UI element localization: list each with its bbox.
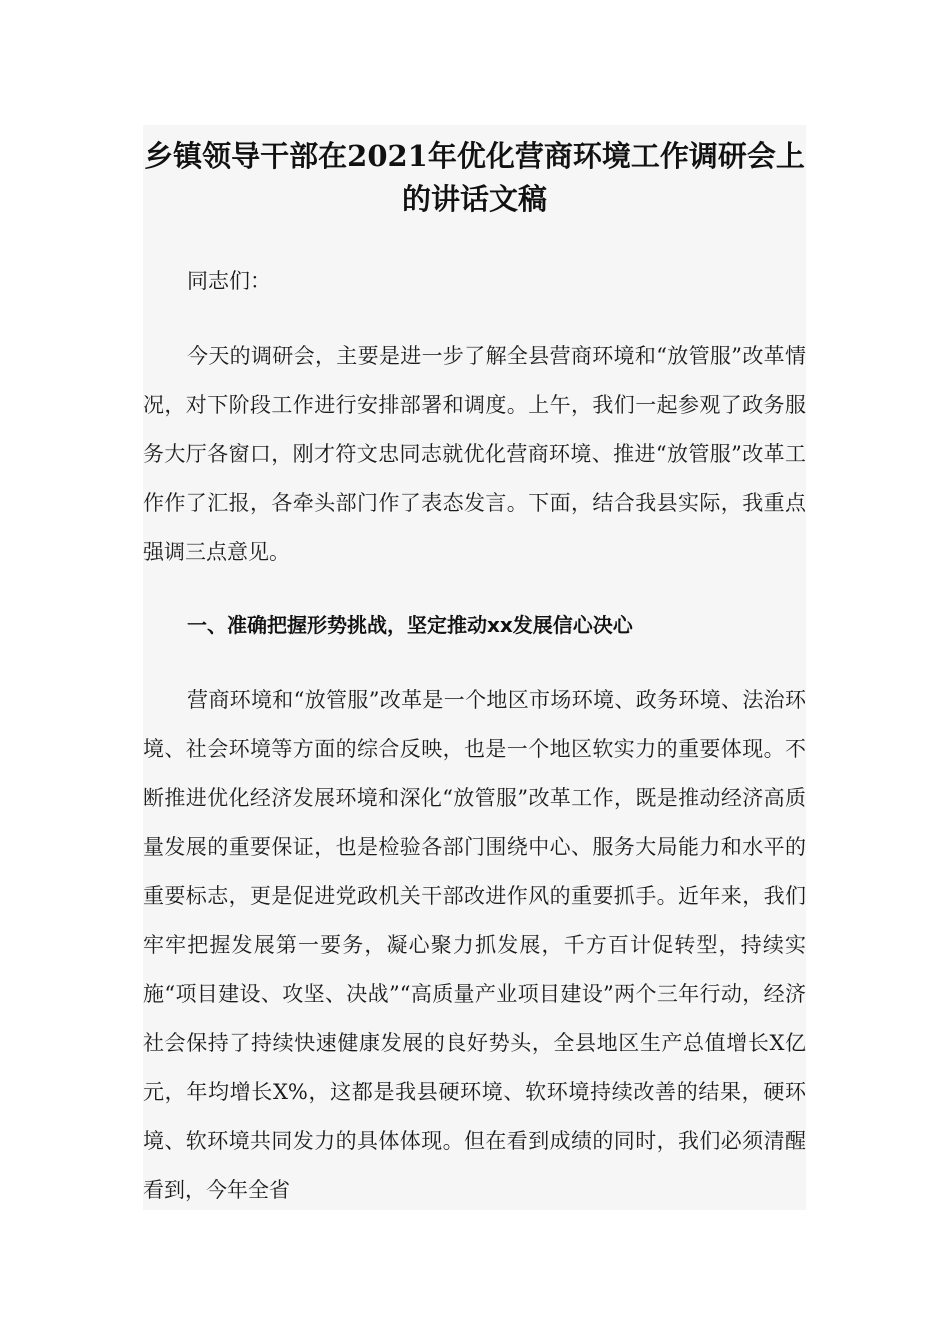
paragraph-intro: 今天的调研会，主要是进一步了解全县营商环境和“放管服”改革情况，对下阶段工作进行安排部署和调度。上午，我们一起参观了政务服务大厅各窗口，刚才符文忠同志就优化营商环境、推进“放管服”改革工作作了汇报，各牵头部门作了表态发言。下面，结合我县实际，我重点强调三点意见。 <box>143 344 806 564</box>
document-title <box>143 135 806 221</box>
document-page <box>143 125 806 1210</box>
section-heading-1: 一、准确把握形势挑战，坚定推动xx发展信心决心 <box>187 613 633 637</box>
salutation: 同志们： <box>187 269 271 293</box>
paragraph-section-1: 营商环境和“放管服”改革是一个地区市场环境、政务环境、法治环境、社会环境等方面的综合反映，也是一个地区软实力的重要体现。不断推进优化经济发展环境和深化“放管服”改革工作，既是推动经济高质量发展的重要保证，也是检验各部门围绕中心、服务大局能力和水平的重要标志，更是促进党政机关干部改进作风的重要抓手。近年来，我们牢牢把握发展第一要务，凝心聚力抓发展，千方百计促转型，持续实施“项目建设、攻坚、决战”“高质量产业项目建设”两个三年行动，经济社会保持了持续快速健康发展的良好势头，全县地区生产总值增长X亿元，年均增长X%，这都是我县硬环境、软环境持续改善的结果，硬环境、软环境共同发力的具体体现。但在看到成绩的同时，我们必须清醒看到，今年全省 <box>143 688 806 1202</box>
title-line-1: 乡镇领导干部在2021年优化营商环境工作调研会上 <box>144 139 805 173</box>
title-line-2: 的讲话文稿 <box>401 182 547 216</box>
